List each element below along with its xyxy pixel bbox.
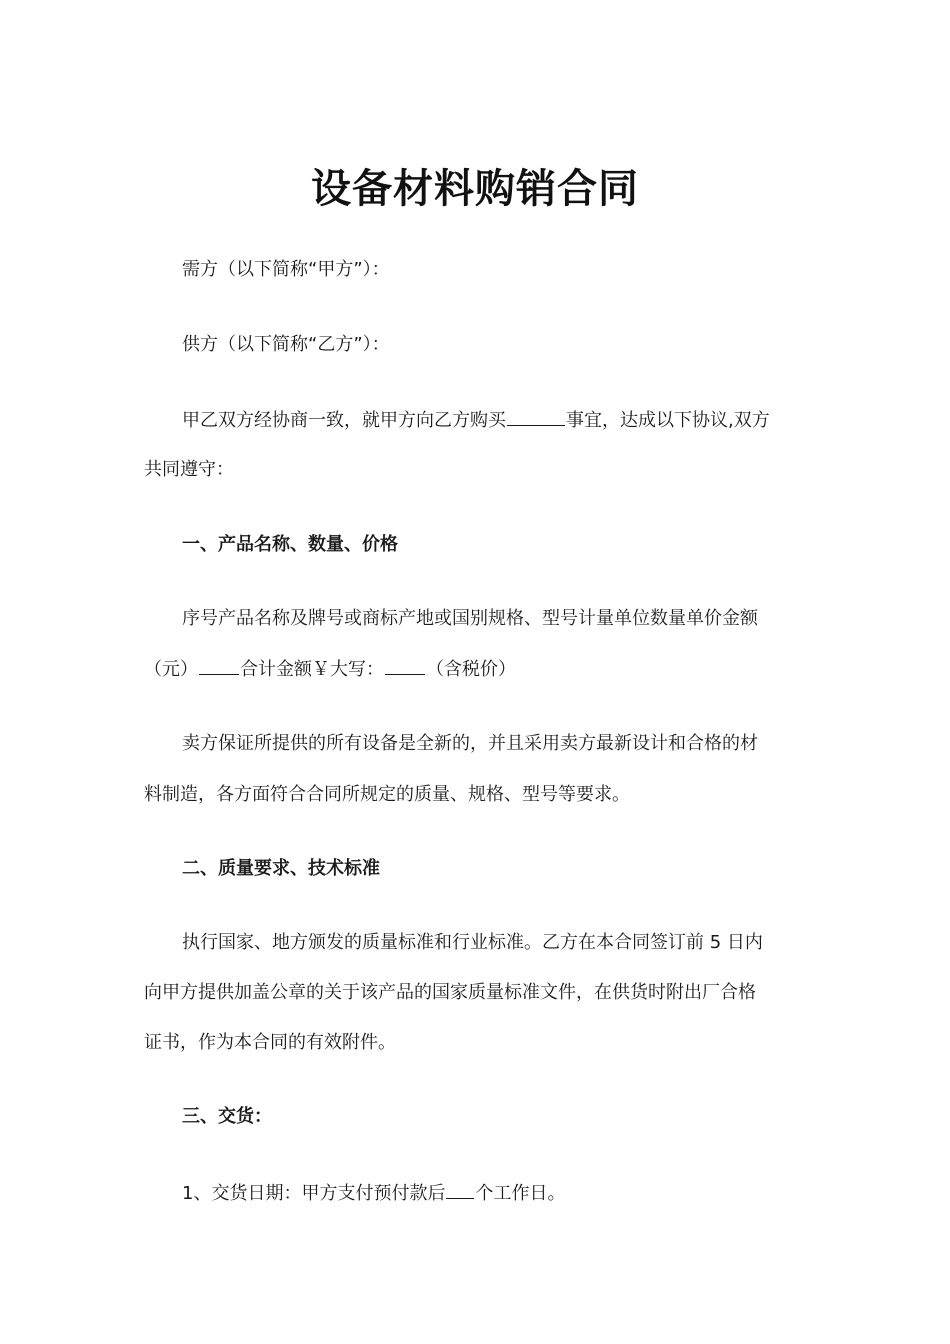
intro-paragraph-line-1 <box>182 407 770 434</box>
section-1-heading: 一、产品名称、数量、价格 <box>182 534 398 555</box>
party-b-line: 供方（以下简称“乙方”）： <box>182 334 390 355</box>
total-amount-label: 合计金额￥大写： <box>240 659 384 680</box>
intro-text-post: 事宜，达成以下协议,双方 <box>566 410 770 431</box>
product-columns-line-1: 序号产品名称及牌号或商标产地或国别规格、型号计量单位数量单价金额 <box>182 608 758 629</box>
delivery-date-post: 个工作日。 <box>475 1183 566 1204</box>
product-columns-line-2 <box>144 656 516 683</box>
party-a-line: 需方（以下简称“甲方”）： <box>182 259 390 280</box>
intro-paragraph-line-2: 共同遵守： <box>144 459 234 480</box>
guarantee-line-2: 料制造，各方面符合合同所规定的质量、规格、型号等要求。 <box>144 784 630 805</box>
guarantee-line-1: 卖方保证所提供的所有设备是全新的，并且采用卖方最新设计和合格的材 <box>182 733 758 754</box>
section-2-heading: 二、质量要求、技术标准 <box>182 858 380 879</box>
quality-line-2: 向甲方提供加盖公章的关于该产品的国家质量标准文件，在供货时附出厂合格 <box>144 982 756 1003</box>
quality-line-1: 执行国家、地方颁发的质量标准和行业标准。乙方在本合同签订前 5 日内 <box>182 932 763 953</box>
working-days-blank[interactable] <box>446 1180 474 1199</box>
tax-included-label: （含税价） <box>426 659 516 680</box>
yuan-label: （元） <box>144 659 198 680</box>
purchase-item-blank[interactable] <box>507 407 565 426</box>
intro-text-pre: 甲乙双方经协商一致，就甲方向乙方购买 <box>182 410 506 431</box>
document-title: 设备材料购销合同 <box>311 166 639 212</box>
section-3-heading: 三、交货： <box>182 1106 272 1127</box>
quality-line-3: 证书，作为本合同的有效附件。 <box>144 1032 396 1053</box>
amount-blank[interactable] <box>199 656 239 675</box>
delivery-date-line <box>182 1180 565 1207</box>
delivery-date-pre: 1、交货日期：甲方支付预付款后 <box>182 1183 446 1204</box>
total-amount-words-blank[interactable] <box>385 656 425 675</box>
